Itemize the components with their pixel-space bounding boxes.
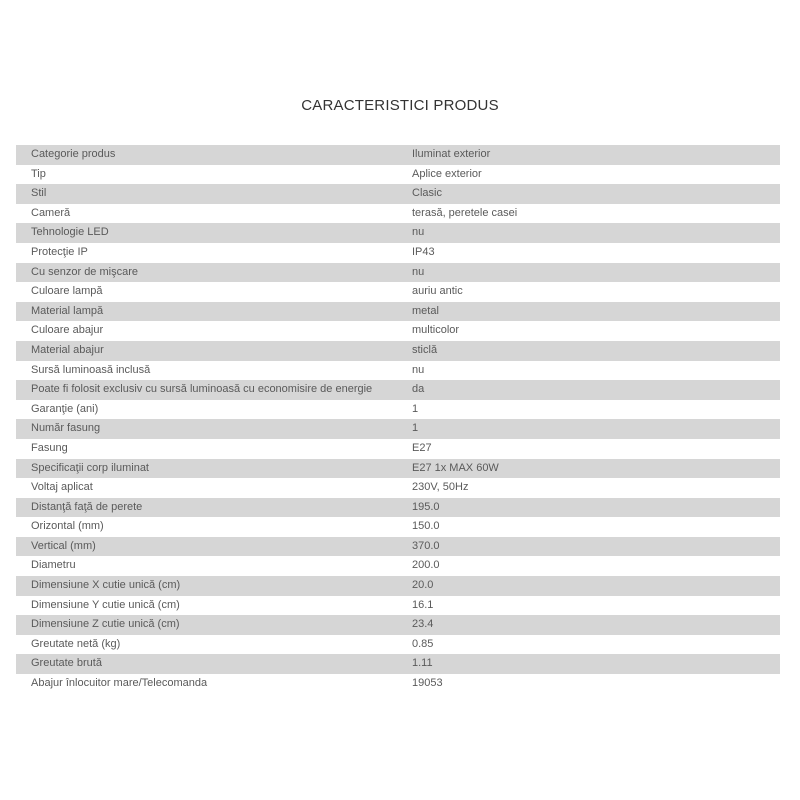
spec-value: 23.4 xyxy=(412,615,780,635)
spec-label: Distanţă faţă de perete xyxy=(16,498,412,518)
table-row xyxy=(16,263,780,283)
table-row xyxy=(16,165,780,185)
specifications-table xyxy=(16,145,780,694)
spec-label: Cu senzor de mişcare xyxy=(16,263,412,283)
section-title: CARACTERISTICI PRODUS xyxy=(301,97,499,114)
table-row xyxy=(16,654,780,674)
table-row xyxy=(16,615,780,635)
table-row xyxy=(16,596,780,616)
table-row xyxy=(16,576,780,596)
table-row xyxy=(16,223,780,243)
table-row xyxy=(16,204,780,224)
spec-label: Stil xyxy=(16,184,412,204)
spec-value: da xyxy=(412,380,780,400)
spec-value: E27 xyxy=(412,441,432,454)
spec-value: terasă, peretele casei xyxy=(412,206,518,219)
table-row xyxy=(16,341,780,361)
spec-label: Material abajur xyxy=(16,341,412,361)
spec-value: Iluminat exterior xyxy=(412,145,780,165)
table-row xyxy=(16,380,780,400)
spec-value: 195.0 xyxy=(412,498,780,518)
spec-label: Culoare abajur xyxy=(31,324,104,337)
spec-value: 200.0 xyxy=(412,559,440,572)
table-row xyxy=(16,302,780,322)
spec-label: Fasung xyxy=(31,441,68,454)
spec-value: sticlă xyxy=(412,341,780,361)
spec-label: Categorie produs xyxy=(16,145,412,165)
spec-label: Tehnologie LED xyxy=(16,223,412,243)
spec-value: nu xyxy=(412,223,780,243)
spec-value: 370.0 xyxy=(412,537,780,557)
spec-value: Aplice exterior xyxy=(412,167,482,180)
spec-label: Protecţie IP xyxy=(31,245,88,258)
table-row xyxy=(16,459,780,479)
table-row xyxy=(16,478,780,498)
spec-label: Poate fi folosit exclusiv cu sursă luminoasă cu economisire de energie xyxy=(16,380,412,400)
table-row xyxy=(16,517,780,537)
table-row xyxy=(16,321,780,341)
spec-label: Număr fasung xyxy=(16,419,412,439)
spec-label: Cameră xyxy=(31,206,71,219)
table-row xyxy=(16,282,780,302)
table-row xyxy=(16,243,780,263)
table-row xyxy=(16,361,780,381)
spec-label: Voltaj aplicat xyxy=(31,481,93,494)
table-row xyxy=(16,498,780,518)
spec-value: multicolor xyxy=(412,324,460,337)
spec-value: nu xyxy=(412,363,425,376)
spec-value: auriu antic xyxy=(412,285,463,298)
spec-value: metal xyxy=(412,302,780,322)
table-row xyxy=(16,556,780,576)
spec-label: Tip xyxy=(31,167,46,180)
spec-value: 1.11 xyxy=(412,654,780,674)
spec-label: Dimensiune Z cutie unică (cm) xyxy=(16,615,412,635)
spec-value: 1 xyxy=(412,419,780,439)
spec-label: Material lampă xyxy=(16,302,412,322)
table-row xyxy=(16,145,780,165)
spec-value: 230V, 50Hz xyxy=(412,481,469,494)
table-row xyxy=(16,439,780,459)
spec-value: 20.0 xyxy=(412,576,780,596)
table-row xyxy=(16,419,780,439)
table-row xyxy=(16,635,780,655)
spec-label: Garanţie (ani) xyxy=(31,402,99,415)
specifications-body xyxy=(16,145,780,694)
spec-value: 19053 xyxy=(412,677,443,690)
spec-value: 0.85 xyxy=(412,637,434,650)
spec-label: Greutate netă (kg) xyxy=(31,637,121,650)
spec-label: Specificaţii corp iluminat xyxy=(16,459,412,479)
spec-value: 1 xyxy=(412,402,419,415)
table-row xyxy=(16,674,780,694)
spec-label: Vertical (mm) xyxy=(16,537,412,557)
spec-value: nu xyxy=(412,263,780,283)
spec-value: IP43 xyxy=(412,245,435,258)
spec-value: Clasic xyxy=(412,184,780,204)
spec-value: 16.1 xyxy=(412,598,434,611)
spec-value: E27 1x MAX 60W xyxy=(412,459,780,479)
spec-label: Dimensiune Y cutie unică (cm) xyxy=(31,598,180,611)
table-row xyxy=(16,400,780,420)
spec-label: Sursă luminoasă inclusă xyxy=(31,363,151,376)
spec-value: 150.0 xyxy=(412,520,440,533)
spec-label: Culoare lampă xyxy=(31,285,103,298)
spec-label: Diametru xyxy=(31,559,76,572)
spec-label: Greutate brută xyxy=(16,654,412,674)
spec-label: Orizontal (mm) xyxy=(31,520,104,533)
table-row xyxy=(16,537,780,557)
spec-label: Abajur înlocuitor mare/Telecomanda xyxy=(31,677,208,690)
table-row xyxy=(16,184,780,204)
spec-label: Dimensiune X cutie unică (cm) xyxy=(16,576,412,596)
